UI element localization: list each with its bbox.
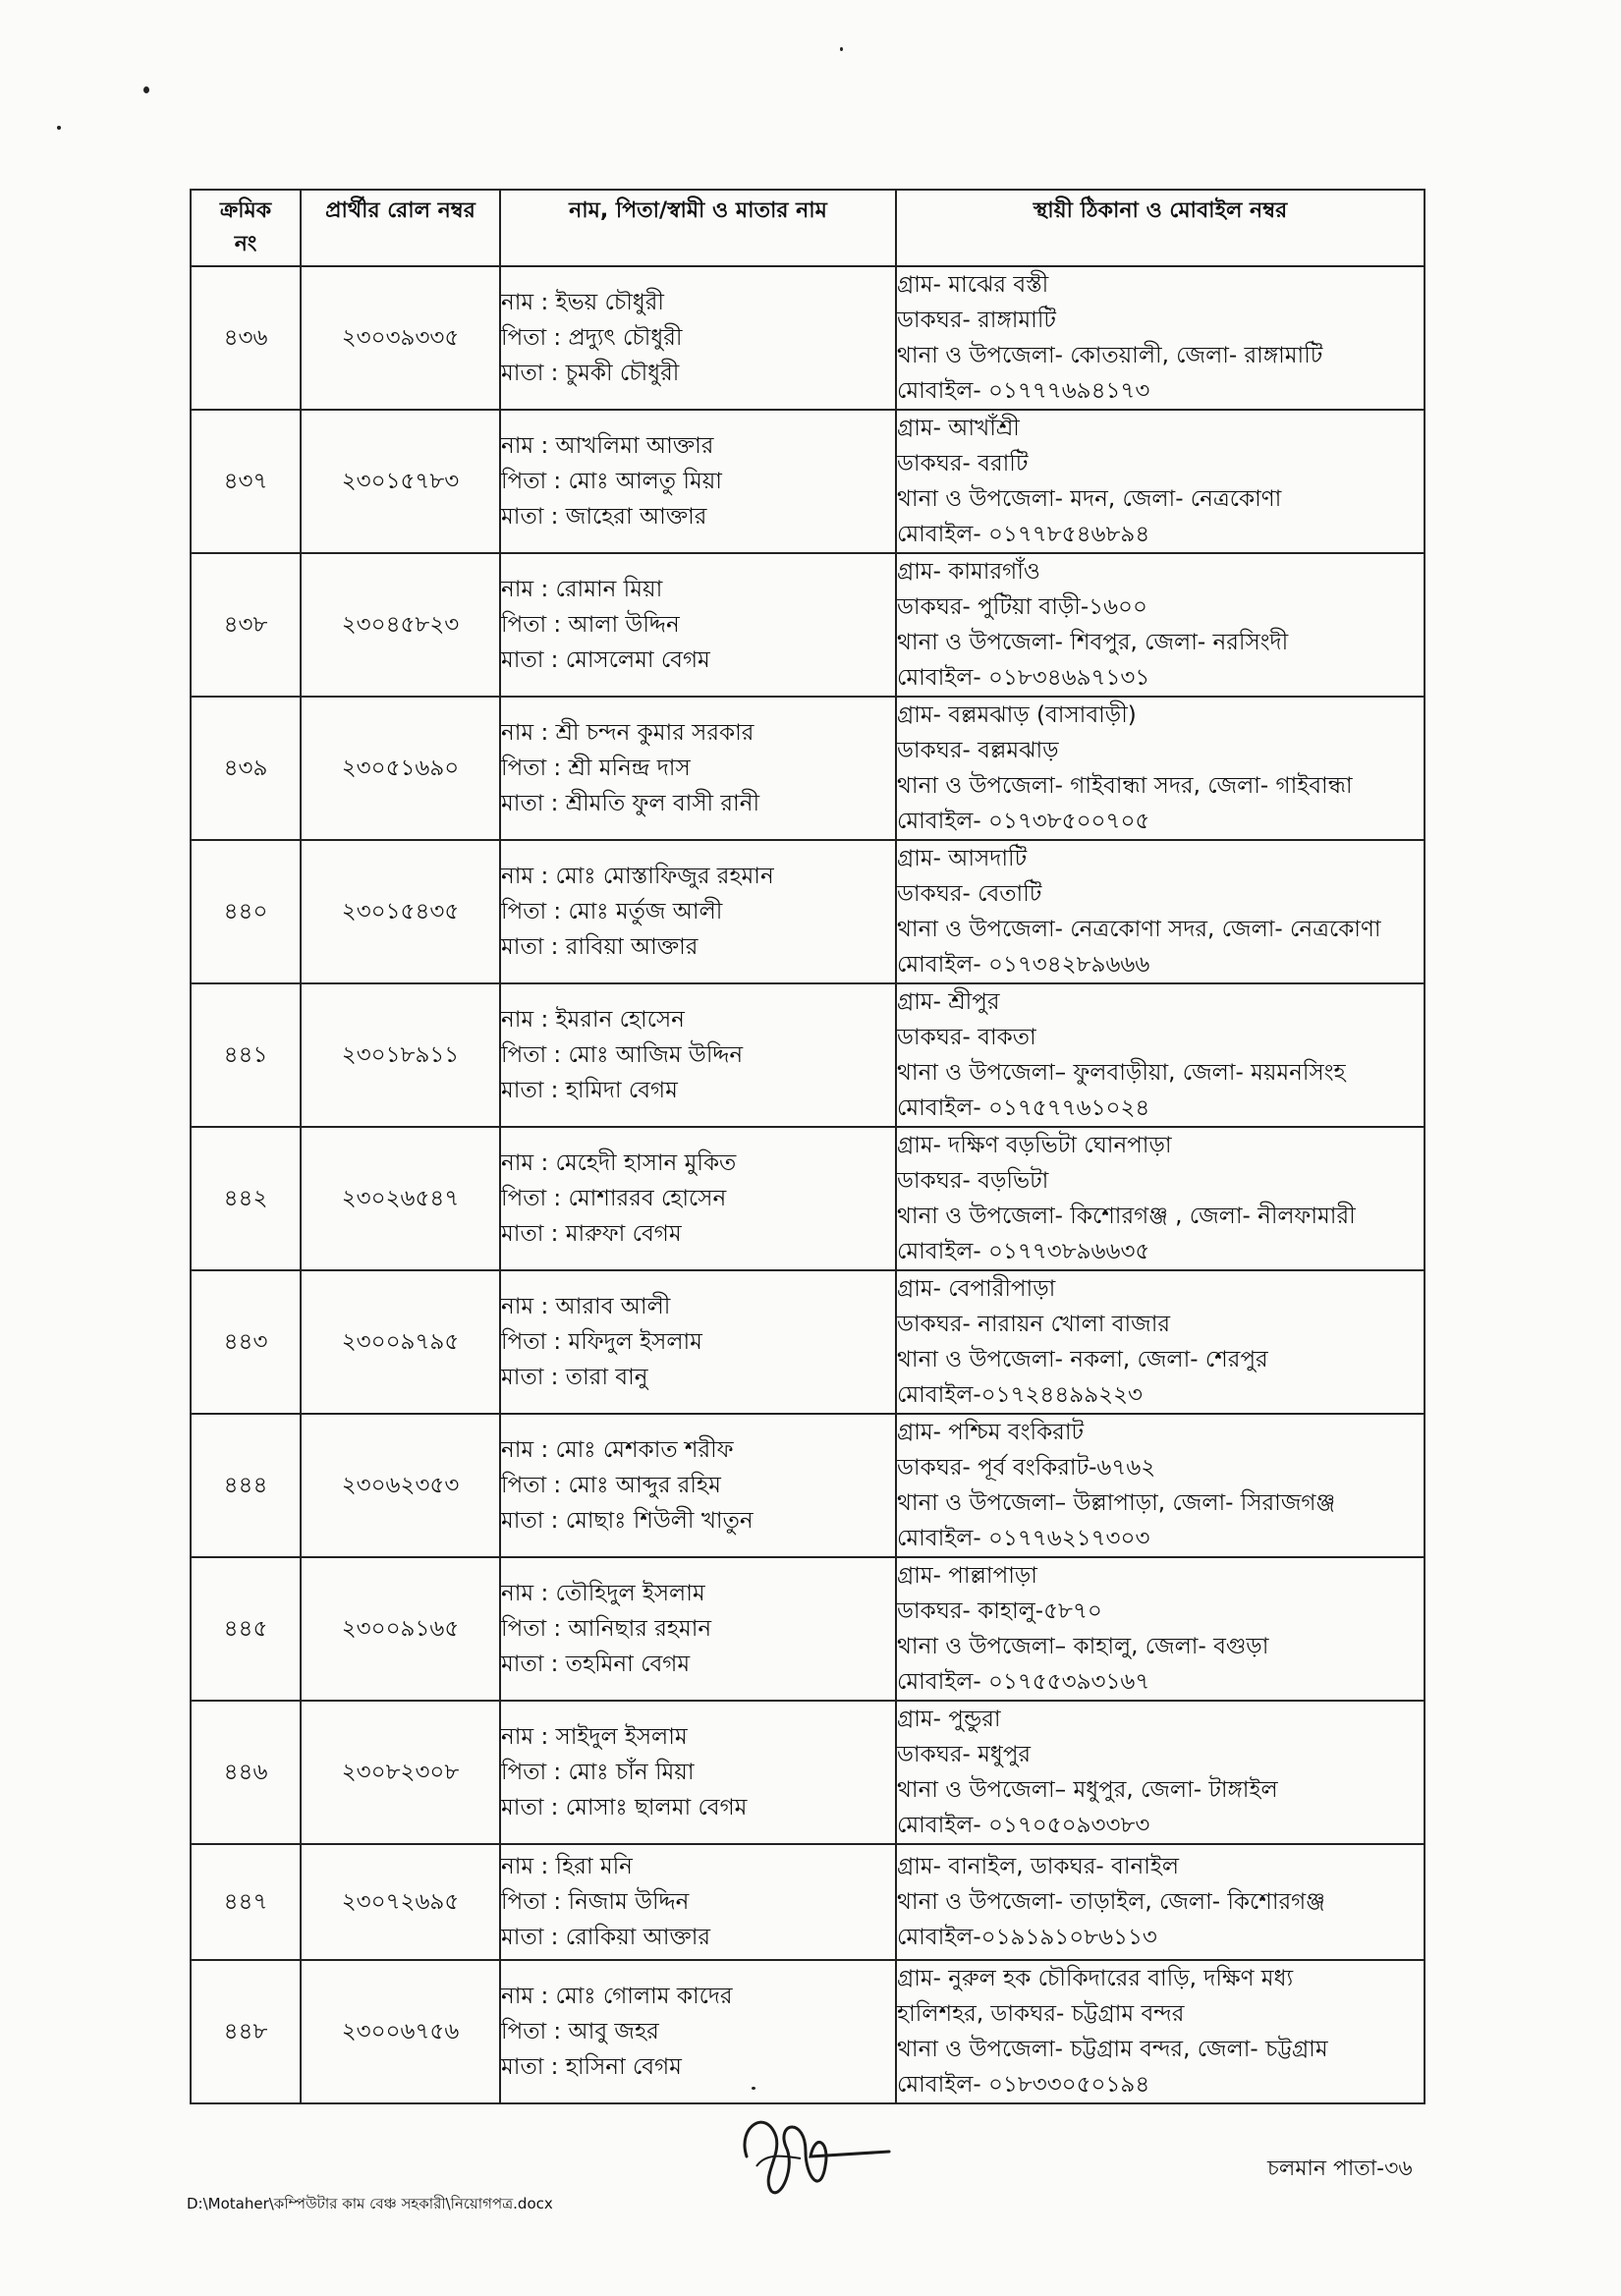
roll-cell: ২৩০১৫৭৮৩ — [301, 410, 500, 553]
father-line: পিতা : মোঃ আলতু মিয়া — [501, 469, 722, 494]
mother-line: মাতা : জাহেরা আক্তার — [501, 504, 707, 530]
father-line: পিতা : প্রদ্যুৎ চৌধুরী — [501, 325, 683, 351]
address-cell — [896, 1960, 1425, 2103]
address-line: থানা ও উপজেলা- গাইবান্ধা সদর, জেলা- গাইবান্ধা — [897, 773, 1353, 799]
person-cell — [500, 1127, 896, 1270]
person-cell — [500, 553, 896, 697]
roll-cell: ২৩০০৬৭৫৬ — [301, 1960, 500, 2103]
address-line: থানা ও উপজেলা- তাড়াইল, জেলা- কিশোরগঞ্জ — [897, 1889, 1325, 1915]
address-line: ডাকঘর- রাঙ্গামাটি — [897, 308, 1056, 333]
address-line: গ্রাম- পুন্ডুরা — [897, 1707, 1001, 1732]
person-cell — [500, 1270, 896, 1414]
father-line: পিতা : মোঃ আব্দুর রহিম — [501, 1473, 721, 1498]
person-cell — [500, 840, 896, 983]
roll-cell: ২৩০১৮৯১১ — [301, 983, 500, 1127]
address-line: ডাকঘর- পূর্ব বংকিরাট-৬৭৬২ — [897, 1455, 1156, 1481]
serial-cell: ৪৩৬ — [191, 266, 301, 410]
table-row — [191, 1960, 1425, 2103]
address-line: মোবাইল- ০১৭৭৭৬৯৪১৭৩ — [897, 378, 1150, 404]
mother-line: মাতা : হামিদা বেগম — [501, 1078, 678, 1103]
table-row — [191, 1127, 1425, 1270]
serial-cell: ৪৪৬ — [191, 1701, 301, 1844]
address-line: থানা ও উপজেলা– উল্লাপাড়া, জেলা- সিরাজগঞ্জ — [897, 1490, 1336, 1516]
name-line: নাম : আরাব আলী — [501, 1294, 671, 1319]
address-cell — [896, 1414, 1425, 1557]
address-line: গ্রাম- আসদাটি — [897, 846, 1028, 871]
header-roll: প্রার্থীর রোল নম্বর — [301, 190, 500, 266]
roll-cell: ২৩০৭২৬৯৫ — [301, 1844, 500, 1960]
father-line: পিতা : আনিছার রহমান — [501, 1616, 712, 1642]
table-row — [191, 410, 1425, 553]
mother-line: মাতা : তারা বানু — [501, 1365, 648, 1390]
address-line: থানা ও উপজেলা- চট্টগ্রাম বন্দর, জেলা- চট্টগ্রাম — [897, 2037, 1328, 2062]
mother-line: মাতা : মোছাঃ শিউলী খাতুন — [501, 1508, 754, 1534]
address-cell — [896, 1270, 1425, 1414]
address-line: থানা ও উপজেলা- কিশোরগঞ্জ , জেলা- নীলফামারী — [897, 1204, 1356, 1229]
father-line: পিতা : মফিদুল ইসলাম — [501, 1329, 702, 1355]
header-serial-line1: ক্রমিক — [219, 198, 272, 223]
address-line: গ্রাম- বানাইল, ডাকঘর- বানাইল — [897, 1854, 1179, 1879]
name-line: নাম : আখলিমা আক্তার — [501, 433, 714, 459]
serial-cell: ৪৪৫ — [191, 1557, 301, 1701]
address-line: গ্রাম- নুরুল হক চৌকিদারের বাড়ি, দক্ষিণ মধ্য — [897, 1966, 1294, 1991]
address-line: গ্রাম- শ্রীপুর — [897, 989, 1000, 1015]
address-line: থানা ও উপজেলা- কোতয়ালী, জেলা- রাঙ্গামাটি — [897, 343, 1323, 368]
address-line: থানা ও উপজেলা- নকলা, জেলা- শেরপুর — [897, 1347, 1268, 1372]
serial-cell: ৪৪০ — [191, 840, 301, 983]
candidate-table — [190, 189, 1425, 2104]
name-line: নাম : ইভয় চৌধুরী — [501, 290, 664, 315]
roll-cell: ২৩০৫১৬৯০ — [301, 697, 500, 840]
roll-cell: ২৩০০৯১৬৫ — [301, 1557, 500, 1701]
name-line: নাম : ইমরান হোসেন — [501, 1007, 685, 1033]
father-line: পিতা : আবু জহর — [501, 2019, 659, 2044]
serial-cell: ৪৪৩ — [191, 1270, 301, 1414]
header-serial — [191, 190, 301, 266]
table-header-row — [191, 190, 1425, 266]
address-line: থানা ও উপজেলা- শিবপুর, জেলা- নরসিংদী — [897, 630, 1289, 655]
serial-cell: ৪৩৭ — [191, 410, 301, 553]
table-row — [191, 697, 1425, 840]
person-cell — [500, 410, 896, 553]
table-row — [191, 1414, 1425, 1557]
roll-cell: ২৩০৬২৩৫৩ — [301, 1414, 500, 1557]
address-line: গ্রাম- বেপারীপাড়া — [897, 1276, 1056, 1302]
address-line: গ্রাম- পশ্চিম বংকিরাট — [897, 1420, 1085, 1445]
file-path: D:\Motaher\কম্পিউটার কাম বেঞ্চ সহকারী\নিয়োগপত্র.docx — [187, 2195, 553, 2212]
father-line: পিতা : মোঃ আজিম উদ্দিন — [501, 1042, 744, 1068]
address-cell — [896, 553, 1425, 697]
address-line: ডাকঘর- বেতাটি — [897, 881, 1042, 907]
address-line: মোবাইল- ০১৮৩৪৬৯৭১৩১ — [897, 665, 1150, 691]
address-cell — [896, 410, 1425, 553]
serial-cell: ৪৪৭ — [191, 1844, 301, 1960]
serial-cell: ৪৩৮ — [191, 553, 301, 697]
address-line: মোবাইল- ০১৭৭৩৮৯৬৬৩৫ — [897, 1239, 1150, 1264]
serial-cell: ৪৪৪ — [191, 1414, 301, 1557]
address-line: গ্রাম- কামারগাঁও — [897, 559, 1040, 585]
table-row — [191, 983, 1425, 1127]
address-cell — [896, 266, 1425, 410]
roll-cell: ২৩০০৯৭৯৫ — [301, 1270, 500, 1414]
address-line: গ্রাম- মাঝের বস্তী — [897, 272, 1049, 298]
address-line: মোবাইল- ০১৭৩৮৫০০৭০৫ — [897, 809, 1150, 834]
table-row — [191, 1270, 1425, 1414]
address-line: মোবাইল- ০১৮৩৩০৫০১৯৪ — [897, 2072, 1150, 2098]
name-line: নাম : হিরা মনি — [501, 1854, 633, 1879]
person-cell — [500, 1844, 896, 1960]
roll-cell: ২৩০৪৫৮২৩ — [301, 553, 500, 697]
address-line: গ্রাম- দক্ষিণ বড়ভিটা ঘোনপাড়া — [897, 1133, 1172, 1158]
table-row — [191, 1701, 1425, 1844]
table-row — [191, 553, 1425, 697]
address-cell — [896, 840, 1425, 983]
serial-cell: ৪৪২ — [191, 1127, 301, 1270]
address-line: ডাকঘর- নারায়ন খোলা বাজার — [897, 1312, 1171, 1337]
address-line: মোবাইল- ০১৭৫৭৭৬১০২৪ — [897, 1095, 1150, 1121]
address-cell — [896, 697, 1425, 840]
person-cell — [500, 983, 896, 1127]
roll-cell: ২৩০৮২৩০৮ — [301, 1701, 500, 1844]
mother-line: মাতা : তহমিনা বেগম — [501, 1652, 691, 1677]
mother-line: মাতা : রোকিয়া আক্তার — [501, 1925, 711, 1950]
person-cell — [500, 1557, 896, 1701]
name-line: নাম : মোঃ মেশকাত শরীফ — [501, 1437, 734, 1463]
table-row — [191, 266, 1425, 410]
address-cell — [896, 1557, 1425, 1701]
address-line: ডাকঘর- পুটিয়া বাড়ী-১৬০০ — [897, 594, 1147, 620]
header-address: স্থায়ী ঠিকানা ও মোবাইল নম্বর — [896, 190, 1425, 266]
address-line: মোবাইল-০১৯১৯১০৮৬১১৩ — [897, 1925, 1157, 1950]
table-row — [191, 840, 1425, 983]
address-line: ডাকঘর- বরাটি — [897, 451, 1029, 476]
signature — [727, 2098, 894, 2210]
mother-line: মাতা : মোসলেমা বেগম — [501, 647, 710, 673]
father-line: পিতা : শ্রী মনিন্দ্র দাস — [501, 756, 691, 781]
table-row — [191, 1557, 1425, 1701]
father-line: পিতা : নিজাম উদ্দিন — [501, 1889, 690, 1915]
mother-line: মাতা : মারুফা বেগম — [501, 1221, 682, 1247]
mother-line: মাতা : চুমকী চৌধুরী — [501, 361, 680, 386]
header-serial-line2: নং — [234, 232, 257, 256]
roll-cell: ২৩০২৬৫৪৭ — [301, 1127, 500, 1270]
address-line: ডাকঘর- কাহালু-৫৮৭০ — [897, 1598, 1102, 1624]
mother-line: মাতা : শ্রীমতি ফুল বাসী রানী — [501, 791, 760, 816]
address-line: মোবাইল- ০১৭৫৫৩৯৩১৬৭ — [897, 1669, 1150, 1695]
serial-cell: ৪৪১ — [191, 983, 301, 1127]
address-line: হালিশহর, ডাকঘর- চট্টগ্রাম বন্দর — [897, 2001, 1185, 2027]
person-cell — [500, 1960, 896, 2103]
name-line: নাম : তৌহিদুল ইসলাম — [501, 1581, 705, 1606]
name-line: নাম : সাইদুল ইসলাম — [501, 1724, 688, 1750]
roll-cell: ২৩০১৫৪৩৫ — [301, 840, 500, 983]
mother-line: মাতা : মোসাঃ ছালমা বেগম — [501, 1795, 748, 1820]
serial-cell: ৪৪৮ — [191, 1960, 301, 2103]
name-line: নাম : মোঃ গোলাম কাদের — [501, 1984, 733, 2009]
address-line: মোবাইল- ০১৭৭৮৫৪৬৮৯৪ — [897, 522, 1150, 547]
father-line: পিতা : মোঃ চাঁন মিয়া — [501, 1760, 695, 1785]
continued-page-note: চলমান পাতা-৩৬ — [1267, 2156, 1413, 2181]
address-line: মোবাইল-০১৭২৪৪৯৯২২৩ — [897, 1382, 1143, 1408]
father-line: পিতা : মোশাররব হোসেন — [501, 1186, 727, 1211]
address-cell — [896, 1127, 1425, 1270]
name-line: নাম : মোঃ মোস্তাফিজুর রহমান — [501, 864, 774, 889]
address-line: ডাকঘর- বড়ভিটা — [897, 1168, 1049, 1194]
address-cell — [896, 1701, 1425, 1844]
address-line: গ্রাম- আখাঁশ্রী — [897, 416, 1020, 441]
address-line: মোবাইল- ০১৭৭৬২১৭৩০৩ — [897, 1526, 1150, 1551]
address-line: ডাকঘর- বাকতা — [897, 1025, 1036, 1050]
roll-cell: ২৩০৩৯৩৩৫ — [301, 266, 500, 410]
address-line: থানা ও উপজেলা– মধুপুর, জেলা- টাঙ্গাইল — [897, 1777, 1278, 1803]
address-line: গ্রাম- পাল্লাপাড়া — [897, 1563, 1037, 1589]
address-cell — [896, 1844, 1425, 1960]
address-line: মোবাইল- ০১৭৩৪২৮৯৬৬৬ — [897, 952, 1150, 978]
father-line: পিতা : আলা উদ্দিন — [501, 612, 680, 638]
table-row — [191, 1844, 1425, 1960]
person-cell — [500, 1701, 896, 1844]
address-cell — [896, 983, 1425, 1127]
address-line: থানা ও উপজেলা– কাহালু, জেলা- বগুড়া — [897, 1634, 1269, 1659]
person-cell — [500, 1414, 896, 1557]
address-line: ডাকঘর- মধুপুর — [897, 1742, 1032, 1767]
address-line: থানা ও উপজেলা- নেত্রকোণা সদর, জেলা- নেত্রকোণা — [897, 917, 1381, 942]
address-line: থানা ও উপজেলা- মদন, জেলা- নেত্রকোণা — [897, 486, 1282, 512]
name-line: নাম : শ্রী চন্দন কুমার সরকার — [501, 720, 755, 746]
mother-line: মাতা : হাসিনা বেগম — [501, 2054, 682, 2080]
name-line: নাম : রোমান মিয়া — [501, 577, 663, 602]
person-cell — [500, 266, 896, 410]
name-line: নাম : মেহেদী হাসান মুকিত — [501, 1150, 737, 1176]
mother-line: মাতা : রাবিয়া আক্তার — [501, 934, 699, 960]
address-line: ডাকঘর- বল্লমঝাড় — [897, 738, 1059, 763]
address-line: গ্রাম- বল্লমঝাড় (বাসাবাড়ী) — [897, 702, 1137, 728]
address-line: থানা ও উপজেলা– ফুলবাড়ীয়া, জেলা- ময়মনসিংহ — [897, 1060, 1346, 1086]
serial-cell: ৪৩৯ — [191, 697, 301, 840]
father-line: পিতা : মোঃ মর্তুজ আলী — [501, 899, 723, 924]
person-cell — [500, 697, 896, 840]
address-line: মোবাইল- ০১৭০৫০৯৩৩৮৩ — [897, 1813, 1150, 1838]
header-names: নাম, পিতা/স্বামী ও মাতার নাম — [500, 190, 896, 266]
